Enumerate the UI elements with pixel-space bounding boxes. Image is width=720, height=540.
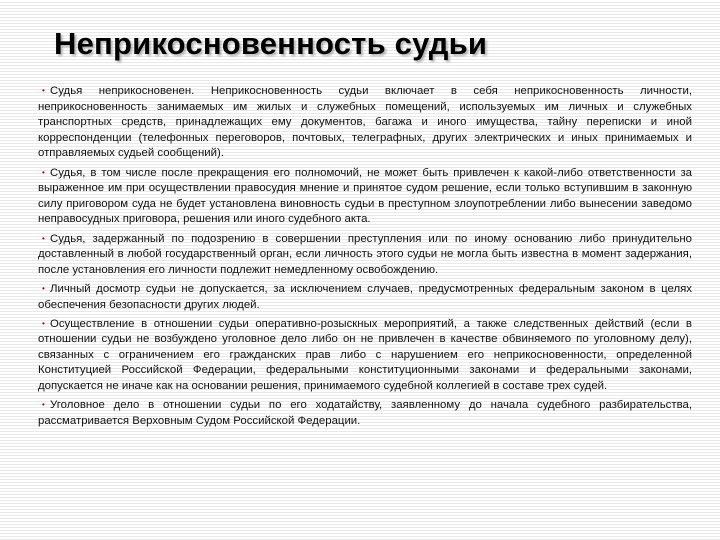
slide-title: Неприкосновенность судьи xyxy=(54,26,488,61)
list-item xyxy=(38,84,692,162)
bullet-dot-icon: • xyxy=(42,318,45,328)
list-item xyxy=(38,282,692,313)
list-item xyxy=(38,317,692,395)
bullet-dot-icon: • xyxy=(42,167,45,177)
list-item-text: Уголовное дело в отношении судьи по его ходатайству, заявленному до начала судебного разбирательства, рассматривается Верховным Судом Российской Федерации. xyxy=(38,399,692,427)
list-item-text: Судья неприкосновенен. Неприкосновенность судьи включает в себя неприкосновенность личности, неприкосновенность занимаемых им жилых и служебных помещений, используемых им личных и служебных транспортных средств, принадлежащих ему документов, багажа и иного имущества, тайну переписки и иной корреспонденции (телефонных переговоров, почтовых, телеграфных, других электрических и иных принимаемых и отправляемых судьей сообщений). xyxy=(38,85,692,160)
list-item xyxy=(38,166,692,228)
bullet-dot-icon: • xyxy=(42,400,45,410)
bullet-dot-icon: • xyxy=(42,283,45,293)
list-item-text: Личный досмотр судьи не допускается, за исключением случаев, предусмотренных федеральным законом в целях обеспечения безопасности других людей. xyxy=(38,282,692,311)
bullet-dot-icon: • xyxy=(42,86,45,95)
bullet-list xyxy=(38,84,692,433)
list-item-text: Судья, в том числе после прекращения его полномочий, не может быть привлечен к какой-либо ответственности за выраженное им при осуществлении правосудия мнение и принятое судом решение, если только вступившим в законную силу приговором суда не будет установлена виновность судьи в преступном злоупотреблении либо вынесении заведомо неправосудных приговора, решения или иного судебного акта. xyxy=(38,166,692,226)
bullet-dot-icon: • xyxy=(42,233,45,243)
list-item-text: Судья, задержанный по подозрению в совершении преступления или по иному основанию либо принудительно доставленный в любой государственный орган, если личность этого судьи не могла быть известна в момент задержания, после установления его личности подлежит немедленному освобождению. xyxy=(38,232,692,276)
list-item xyxy=(38,232,692,279)
list-item-text: Осуществление в отношении судьи оперативно-розыскных мероприятий, а также следственных действий (если в отношении судьи не возбуждено уголовное дело либо он не привлечен в качестве обвиняемого по уголовному делу), связанных с ограничением его гражданских прав либо с нарушением его неприкосновенности, определенной Конституцией Российской Федерации, федеральными конституционными законами и федеральными законами, допускается не иначе как на основании решения, принимаемого судебной коллегией в составе трех судей. xyxy=(38,317,692,393)
list-item xyxy=(38,398,692,429)
